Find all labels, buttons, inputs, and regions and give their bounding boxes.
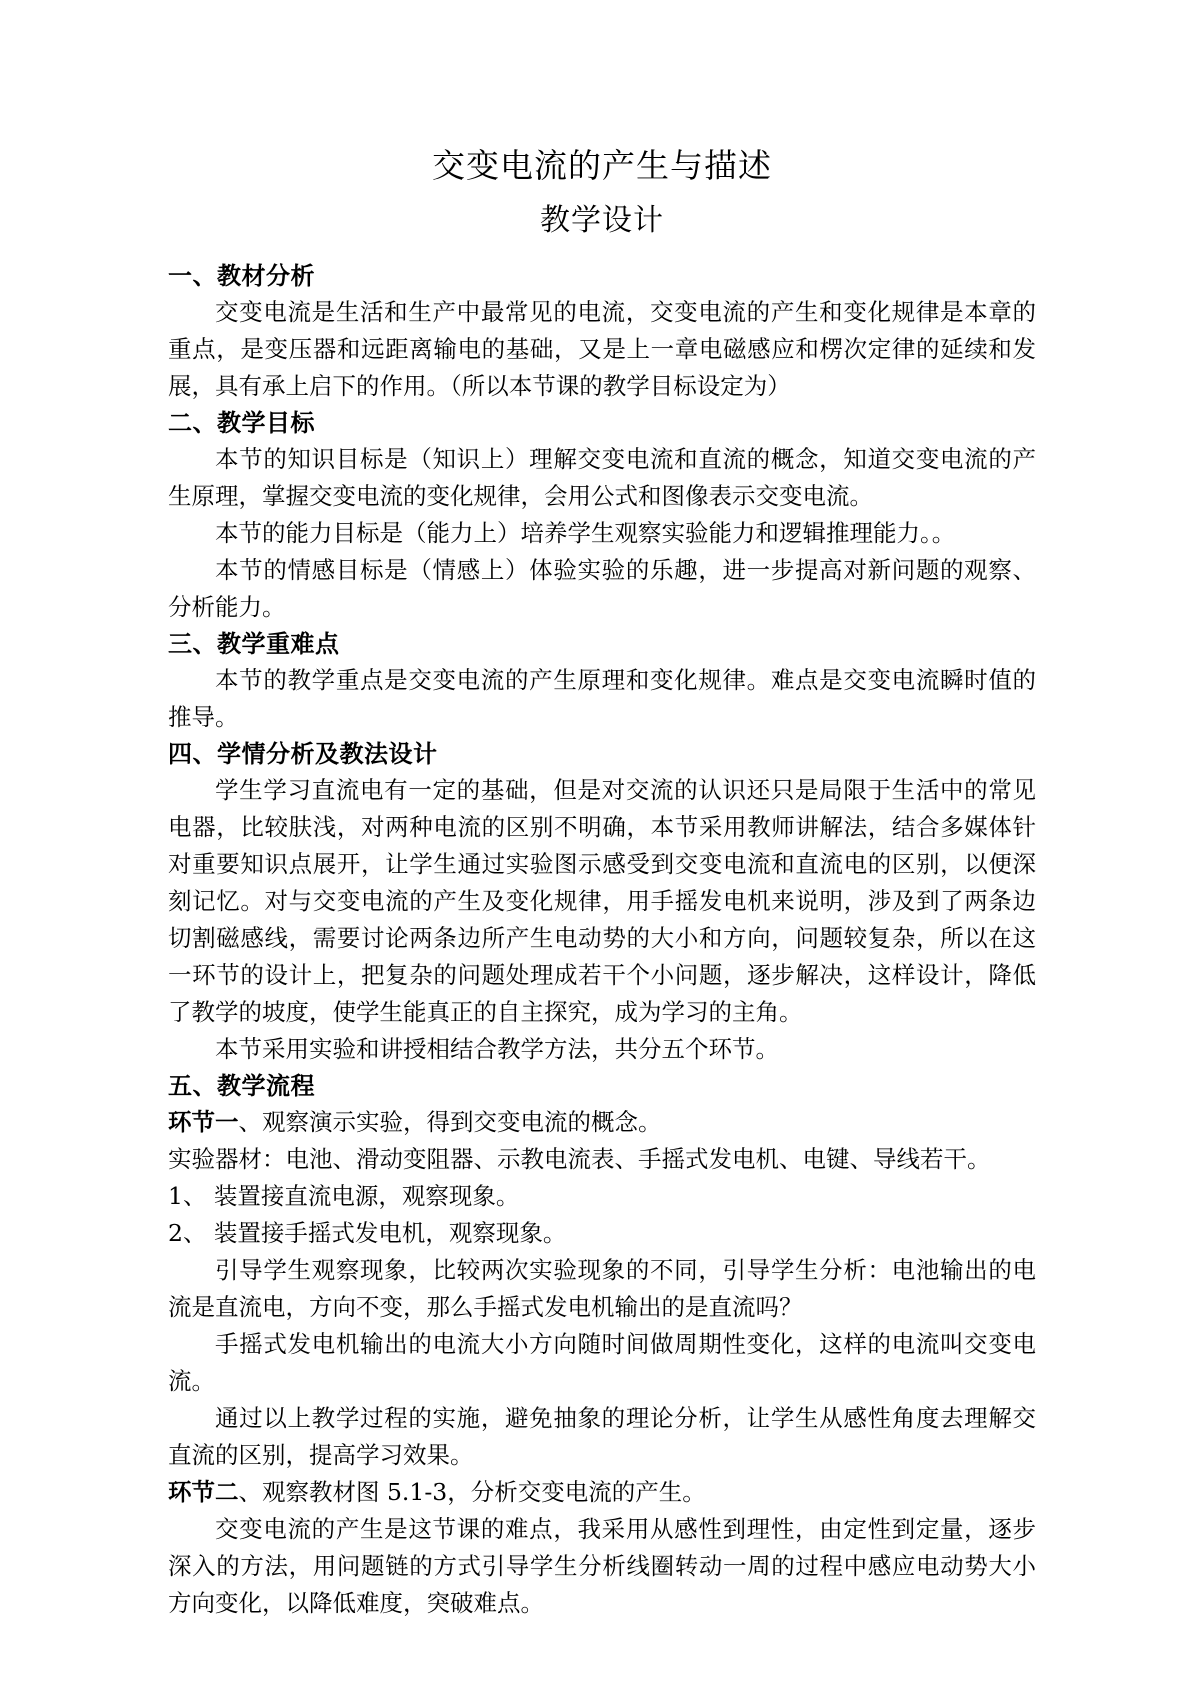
stage-two-label: 环节二 — [168, 1478, 239, 1506]
experiment-materials: 实验器材：电池、滑动变阻器、示教电流表、手摇式发电机、电键、导线若干。 — [168, 1145, 991, 1173]
section-1-paragraph-1: 交变电流是生活和生产中最常见的电流，交变电流的产生和变化规律是本章的重点，是变压器和远距离输电的基础，又是上一章电磁感应和楞次定律的延续和发展，具有承上启下的作用。（所以本节课的教学目标设定为） — [168, 298, 1036, 400]
section-3-paragraph-1: 本节的教学重点是交变电流的产生原理和变化规律。难点是交变电流瞬时值的推导。 — [168, 666, 1036, 731]
stage-one-paragraph-3: 通过以上教学过程的实施，避免抽象的理论分析，让学生从感性角度去理解交直流的区别，提高学习效果。 — [168, 1404, 1036, 1469]
section-heading-5: 五、教学流程 — [168, 1071, 315, 1100]
stage-one-paragraph-1: 引导学生观察现象，比较两次实验现象的不同，引导学生分析：电池输出的电流是直流电，方向不变，那么手摇式发电机输出的是直流吗？ — [168, 1256, 1036, 1321]
document-content — [168, 140, 1036, 1622]
document-subtitle: 教学设计 — [540, 203, 664, 238]
section-heading-4: 四、学情分析及教法设计 — [168, 739, 438, 768]
stage-two-text: 、观察教材图 5.1-3，分析交变电流的产生。 — [238, 1478, 706, 1506]
section-4-paragraph-1: 学生学习直流电有一定的基础，但是对交流的认识还只是局限于生活中的常见电器，比较肤浅，对两种电流的区别不明确，本节采用教师讲解法，结合多媒体针对重要知识点展开，让学生通过实验图示感受到交变电流和直流电的区别，以便深刻记忆。对与交变电流的产生及变化规律，用手摇发电机来说明，涉及到了两条边切割磁感线，需要讨论两条边所产生电动势的大小和方向，问题较复杂，所以在这一环节的设计上，把复杂的问题处理成若干个小问题，逐步解决，这样设计，降低了教学的坡度，使学生能真正的自主探究，成为学习的主角。 — [168, 776, 1036, 1026]
list-item: 1、 装置接直流电源，观察现象。 — [168, 1182, 520, 1210]
section-4-paragraph-2: 本节采用实验和讲授相结合教学方法，共分五个环节。 — [215, 1035, 779, 1063]
list-item: 2、 装置接手摇式发电机，观察现象。 — [168, 1219, 567, 1247]
stage-two-paragraph-1: 交变电流的产生是这节课的难点，我采用从感性到理性，由定性到定量，逐步深入的方法，用问题链的方式引导学生分析线圈转动一周的过程中感应电动势大小方向变化，以降低难度，突破难点。 — [168, 1515, 1036, 1617]
stage-one-text: 、观察演示实验，得到交变电流的概念。 — [238, 1108, 662, 1136]
section-2-paragraph-1: 本节的知识目标是（知识上）理解交变电流和直流的概念，知道交变电流的产生原理，掌握交变电流的变化规律，会用公式和图像表示交变电流。 — [168, 445, 1036, 510]
section-heading-3: 三、教学重难点 — [168, 629, 340, 658]
section-2-paragraph-2: 本节的能力目标是（能力上）培养学生观察实验能力和逻辑推理能力。。 — [215, 519, 956, 547]
section-2-paragraph-3: 本节的情感目标是（情感上）体验实验的乐趣，进一步提高对新问题的观察、分析能力。 — [168, 556, 1036, 621]
section-heading-2: 二、教学目标 — [168, 408, 315, 437]
section-heading-1: 一、教材分析 — [168, 261, 315, 290]
document-title: 交变电流的产生与描述 — [432, 146, 772, 185]
stage-one-label: 环节一 — [168, 1108, 239, 1136]
stage-one-paragraph-2: 手摇式发电机输出的电流大小方向随时间做周期性变化，这样的电流叫交变电流。 — [168, 1330, 1036, 1395]
stage-two-line — [168, 1474, 1036, 1511]
stage-one-line — [168, 1104, 1036, 1141]
